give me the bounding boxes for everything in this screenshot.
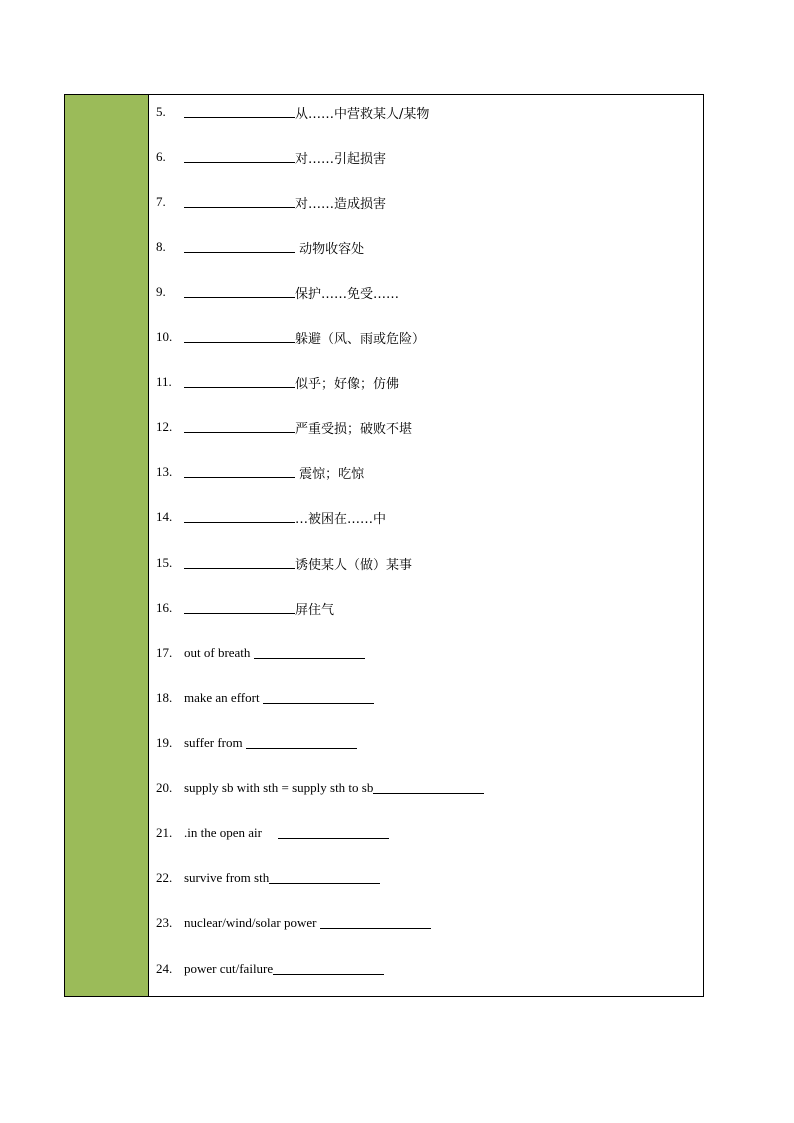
answer-blank[interactable] (273, 973, 384, 975)
list-item (156, 868, 380, 888)
answer-blank[interactable] (184, 161, 295, 163)
item-number: 12. (156, 419, 173, 434)
item-prefix: .in the open air (184, 825, 279, 840)
answer-blank[interactable] (184, 116, 295, 118)
item-prefix: make an effort (184, 690, 263, 705)
item-number: 15. (156, 555, 173, 570)
answer-blank[interactable] (373, 792, 484, 794)
item-meaning: 从……中营救某人/某物 (295, 106, 430, 122)
item-number: 16. (156, 600, 173, 615)
list-item (156, 102, 429, 122)
item-prefix: nuclear/wind/solar power (184, 915, 320, 930)
item-number: 20. (156, 780, 173, 795)
list-item (156, 959, 384, 979)
item-meaning: 震惊；吃惊 (295, 466, 365, 482)
item-meaning: 保护……免受…… (295, 286, 400, 302)
list-item (156, 823, 389, 843)
list-item (156, 237, 364, 257)
item-meaning: 诱使某人（做）某事 (295, 557, 413, 573)
item-number: 6. (156, 149, 166, 164)
list-item (156, 733, 357, 753)
item-meaning: …被困在……中 (295, 511, 387, 527)
item-meaning: 动物收容处 (295, 241, 365, 257)
answer-blank[interactable] (269, 882, 380, 884)
list-item (156, 643, 365, 663)
item-meaning: 严重受损；破败不堪 (295, 421, 413, 437)
list-item (156, 688, 374, 708)
item-prefix: out of breath (184, 645, 254, 660)
item-number: 11. (156, 374, 172, 389)
list-item (156, 507, 386, 527)
item-number: 5. (156, 104, 166, 119)
answer-blank[interactable] (184, 251, 295, 253)
list-item (156, 147, 386, 167)
item-meaning: 屏住气 (295, 602, 335, 618)
item-number: 18. (156, 690, 173, 705)
green-side-column (65, 95, 149, 996)
item-number: 10. (156, 329, 173, 344)
item-prefix: supply sb with sth = supply sth to sb (184, 780, 374, 795)
list-item (156, 598, 334, 618)
item-number: 14. (156, 509, 173, 524)
worksheet-table (64, 94, 704, 997)
item-number: 13. (156, 464, 173, 479)
item-meaning: 躲避（风、雨或危险） (295, 331, 426, 347)
item-meaning: 似乎；好像；仿佛 (295, 376, 400, 392)
answer-blank[interactable] (278, 837, 389, 839)
item-prefix: suffer from (184, 735, 246, 750)
item-number: 9. (156, 284, 166, 299)
item-number: 23. (156, 915, 173, 930)
item-meaning: 对……造成损害 (295, 196, 387, 212)
answer-blank[interactable] (184, 386, 295, 388)
list-item (156, 913, 431, 933)
item-list (149, 95, 703, 996)
list-item (156, 327, 425, 347)
list-item (156, 417, 412, 437)
answer-blank[interactable] (254, 657, 365, 659)
answer-blank[interactable] (184, 206, 295, 208)
answer-blank[interactable] (184, 521, 295, 523)
answer-blank[interactable] (246, 747, 357, 749)
answer-blank[interactable] (184, 431, 295, 433)
answer-blank[interactable] (184, 567, 295, 569)
answer-blank[interactable] (184, 476, 295, 478)
item-prefix: power cut/failure (184, 961, 274, 976)
answer-blank[interactable] (263, 702, 374, 704)
list-item (156, 192, 386, 212)
list-item (156, 462, 364, 482)
item-number: 7. (156, 194, 166, 209)
list-item (156, 778, 484, 798)
item-number: 8. (156, 239, 166, 254)
list-item (156, 372, 399, 392)
answer-blank[interactable] (184, 341, 295, 343)
item-prefix: survive from sth (184, 870, 270, 885)
answer-blank[interactable] (184, 296, 295, 298)
item-number: 19. (156, 735, 173, 750)
item-number: 24. (156, 961, 173, 976)
item-number: 17. (156, 645, 173, 660)
item-number: 21. (156, 825, 173, 840)
list-item (156, 553, 412, 573)
answer-blank[interactable] (184, 612, 295, 614)
item-number: 22. (156, 870, 173, 885)
list-item (156, 282, 399, 302)
item-meaning: 对……引起损害 (295, 151, 387, 167)
answer-blank[interactable] (320, 927, 431, 929)
